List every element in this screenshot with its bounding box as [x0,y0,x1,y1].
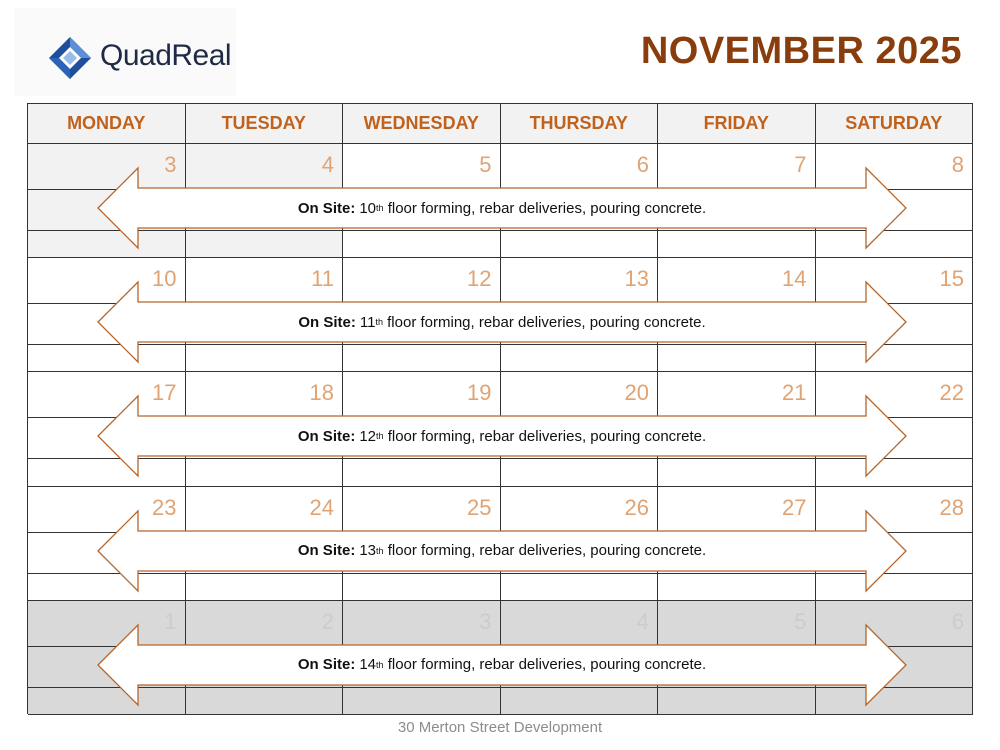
week-row [28,258,973,372]
page-title: NOVEMBER 2025 [640,30,962,72]
diamond-logo-icon [48,36,92,80]
day-number: 17 [152,380,177,406]
day-number: 22 [939,380,964,406]
on-site-label: On Site: [297,427,356,445]
schedule-text: floor forming, rebar deliveries, pouring concrete. [383,542,707,560]
weekday-header: SATURDAY [816,104,974,144]
day-number: 11 [311,266,334,292]
day-number: 18 [309,380,334,406]
day-number: 24 [309,494,334,520]
on-site-label: On Site: [297,542,356,560]
day-number: 12 [467,266,492,292]
floor-suffix: th [376,659,384,670]
floor-number: 14 [359,656,377,674]
weekday-header: WEDNESDAY [343,104,501,144]
brand-name: QuadReal [100,39,232,72]
floor-suffix: th [376,203,384,213]
logo [14,8,236,96]
schedule-note [96,509,908,593]
schedule-note [96,623,908,707]
day-number: 6 [951,608,964,634]
week-row [28,487,973,601]
weekday-header: TUESDAY [186,104,344,144]
weekday-header: THURSDAY [501,104,659,144]
floor-number: 13 [359,542,377,560]
floor-number: 12 [359,427,377,445]
day-number: 5 [794,608,807,634]
day-number: 3 [479,608,492,634]
day-number: 4 [636,608,649,634]
floor-suffix: th [375,317,383,328]
footer-text: 30 Merton Street Development [397,719,603,736]
schedule-note [96,166,908,250]
floor-suffix: th [376,431,384,442]
day-number: 7 [794,152,807,177]
schedule-text: floor forming, rebar deliveries, pouring concrete. [382,313,706,331]
day-number: 19 [467,380,492,406]
floor-suffix: th [376,545,384,556]
day-number: 21 [782,380,807,406]
on-site-label: On Site: [297,656,356,674]
schedule-note [96,394,908,478]
day-number: 23 [152,494,177,520]
day-number: 10 [152,266,177,292]
floor-number: 11 [359,313,376,331]
day-number: 1 [164,608,177,634]
on-site-label: On Site: [298,313,356,331]
day-number: 26 [624,494,649,520]
day-number: 28 [939,494,964,520]
schedule-text: floor forming, rebar deliveries, pouring concrete. [383,199,707,217]
schedule-note [96,280,908,364]
week-row [28,372,973,486]
day-number: 8 [951,152,964,177]
weekday-header: MONDAY [28,104,186,144]
day-number: 14 [782,266,807,292]
schedule-text: floor forming, rebar deliveries, pouring concrete. [383,656,707,674]
weekday-header: FRIDAY [658,104,816,144]
week-row [28,601,973,715]
day-number: 6 [636,152,649,177]
day-number: 3 [164,152,177,177]
schedule-text: floor forming, rebar deliveries, pouring concrete. [383,427,707,445]
day-number: 13 [624,266,649,292]
week-row [28,144,973,258]
day-number: 4 [321,152,334,177]
day-number: 20 [624,380,649,406]
day-number: 5 [479,152,492,177]
floor-number: 10 [359,199,377,217]
on-site-label: On Site: [297,199,356,217]
day-number: 2 [321,608,334,634]
day-number: 25 [467,494,492,520]
weekday-header-row [28,104,973,144]
day-number: 15 [939,266,964,292]
day-number: 27 [782,494,807,520]
calendar-grid [27,103,973,714]
